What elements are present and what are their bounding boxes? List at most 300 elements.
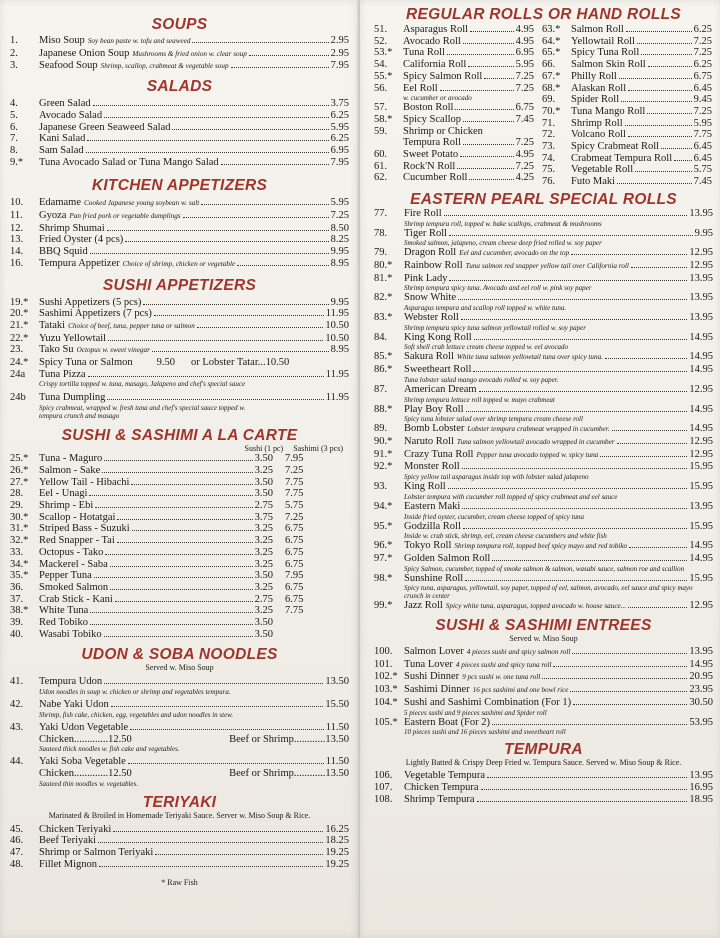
item-number: 19.* xyxy=(10,296,29,308)
item-name: American Dream xyxy=(404,383,477,395)
menu-item: 43. Yaki Udon Vegetable 11.50 xyxy=(10,721,349,733)
item-description: Shrimp tempura spicy tuna. Avocado and eel roll w. pink soy paper xyxy=(404,284,592,293)
item-price: 10.50 xyxy=(325,332,349,344)
item-name: Crabmeat Tempura Roll xyxy=(571,152,673,164)
item-price: 13.95 xyxy=(689,292,713,304)
menu-item xyxy=(374,770,713,782)
menu-item xyxy=(10,500,349,512)
item-price: 6.75 xyxy=(515,102,534,114)
sashimi-price: 7.75 xyxy=(285,476,304,488)
item-name: Shrimp or Salmon Teriyaki xyxy=(39,847,154,859)
item-name: Yellow Tail - Hibachi xyxy=(39,476,130,488)
item-name: Tuna Roll xyxy=(403,47,445,59)
salads-list xyxy=(10,98,349,168)
eastern-pearl-heading: EASTERN PEARL SPECIAL ROLLS xyxy=(410,190,677,208)
dot-leader xyxy=(479,391,688,392)
menu-item xyxy=(374,36,534,48)
item-name: Play Boy Roll xyxy=(404,403,464,415)
item-number: 10. xyxy=(10,197,24,209)
item-name: Asparagus Roll xyxy=(403,24,469,35)
menu-item-options: Chicken.............12.50 Beef or Shrimp............13.50 xyxy=(39,733,349,745)
item-price: 16.25 xyxy=(325,823,349,835)
item-name: Sweet Potato xyxy=(403,149,459,161)
alacarte-column-headers xyxy=(10,444,349,453)
item-name: Shrimp Shumai xyxy=(39,222,105,234)
item-name: Jazz Roll xyxy=(404,600,443,612)
item-name: Striped Bass - Suzuki xyxy=(39,523,130,535)
item-name: Vegetable Tempura xyxy=(404,770,485,782)
menu-item xyxy=(374,208,713,220)
item-price: 13.95 xyxy=(689,207,713,219)
dot-leader xyxy=(192,42,328,43)
item-description: Udon noodles in soup w. chicken or shrimp and vegetables tempura. xyxy=(39,688,231,697)
item-name: King Roll xyxy=(404,481,446,493)
item-description: Tuna salmon yellowtail avocado wrapped in cucumber xyxy=(456,437,615,446)
dot-leader xyxy=(457,168,513,169)
menu-item xyxy=(10,122,349,134)
item-number: 106. xyxy=(374,770,393,782)
item-description: Tuna salmon red snapper yellow tail over California roll xyxy=(465,261,629,270)
item-number: 96.* xyxy=(374,540,393,552)
item-number: 1. xyxy=(10,35,18,46)
udon-subtitle: Served w. Miso Soup xyxy=(145,663,214,673)
alacarte-list xyxy=(10,453,349,640)
item-price: 12.95 xyxy=(689,383,713,395)
item-description: 4 pieces sushi and spicy salmon roll xyxy=(466,648,571,657)
item-name: Tokyo Roll xyxy=(404,540,452,552)
menu-item xyxy=(10,320,349,333)
item-price: 7.25 xyxy=(515,70,534,82)
dot-leader xyxy=(110,589,252,590)
item-description: Pepper tuna avocado topped w. spicy tuna xyxy=(476,450,599,459)
menu-item xyxy=(10,308,349,320)
item-number: 100. xyxy=(374,646,393,658)
item-price: 14.95 xyxy=(689,658,713,670)
item-price: 7.45 xyxy=(515,113,534,125)
item-number: 63.* xyxy=(542,24,561,35)
right-menu-panel xyxy=(359,0,720,938)
item-number: 45. xyxy=(10,823,24,835)
item-price: 5.95 xyxy=(330,197,349,209)
item-name: Avocado Roll xyxy=(403,35,461,47)
item-name: Chicken Tempura xyxy=(404,781,479,793)
item-price: 2.95 xyxy=(330,35,349,46)
sushi-price: 3.25 xyxy=(254,523,273,535)
item-number: 37. xyxy=(10,593,24,605)
item-name: Edamame xyxy=(39,197,81,209)
item-price: 12.95 xyxy=(689,600,713,612)
item-price: 20.95 xyxy=(689,671,713,683)
dot-leader xyxy=(605,358,687,359)
item-price: 53.95 xyxy=(689,716,713,728)
sashimi-price: 6.75 xyxy=(285,593,304,605)
dot-leader xyxy=(99,866,323,867)
dot-leader xyxy=(487,777,687,778)
item-price: 11.95 xyxy=(325,308,349,320)
item-description: w. cucumber or avocado xyxy=(403,94,472,103)
item-name: Snow White xyxy=(404,292,457,304)
item-number: 9.* xyxy=(10,156,24,168)
item-price: 12.95 xyxy=(689,448,713,460)
item-name: White Tuna xyxy=(39,605,89,617)
menu-item xyxy=(10,133,349,145)
menu-item xyxy=(10,523,349,535)
item-price: 23.95 xyxy=(689,684,713,696)
item-number: 92.* xyxy=(374,461,393,473)
soups-heading: SOUPS xyxy=(151,16,208,33)
item-number: 61. xyxy=(374,160,388,172)
menu-item xyxy=(374,161,534,173)
menu-item xyxy=(374,717,713,729)
dot-leader xyxy=(473,371,687,372)
item-description: Shrimp, fish cake, chicken, egg, vegetables and udon noodles in stew. xyxy=(39,710,234,719)
dot-leader xyxy=(231,67,329,68)
menu-item xyxy=(10,258,349,271)
menu-item xyxy=(374,83,534,95)
item-name: Fillet Mignon xyxy=(39,858,98,870)
dot-leader xyxy=(201,204,328,205)
item-number: 13. xyxy=(10,234,24,246)
item-price: 7.45 xyxy=(693,176,712,188)
item-name: Eel - Unagi xyxy=(39,488,88,500)
dot-leader xyxy=(465,580,687,581)
menu-item xyxy=(374,794,713,806)
item-price: 3.75 xyxy=(330,98,349,110)
item-description: 9 pcs sushi w. one tuna roll xyxy=(462,673,541,682)
item-price: 14.95 xyxy=(689,423,713,435)
item-name: Naruto Roll xyxy=(404,435,454,447)
sushi-appetizers-heading: SUSHI APPETIZERS xyxy=(102,276,257,294)
dot-leader xyxy=(132,530,253,531)
item-name: Alaskan Roll xyxy=(571,82,627,94)
item-name: Avocado Salad xyxy=(39,109,103,121)
item-number: 20.* xyxy=(10,308,29,320)
item-number: 99.* xyxy=(374,600,393,612)
item-number: 64.* xyxy=(542,35,561,47)
item-number: 32.* xyxy=(10,535,29,547)
left-menu-panel xyxy=(0,0,357,938)
menu-item xyxy=(542,106,712,118)
item-price: 14.95 xyxy=(689,331,713,343)
dot-leader xyxy=(444,215,688,216)
dot-leader xyxy=(125,241,328,242)
sashimi-price: 5.75 xyxy=(285,499,304,511)
menu-item xyxy=(374,782,713,794)
menu-item xyxy=(10,98,349,110)
item-number: 46. xyxy=(10,835,24,847)
item-price: 18.25 xyxy=(325,835,349,847)
dot-leader xyxy=(154,315,324,316)
item-number: 38.* xyxy=(10,605,29,617)
item-number: 62. xyxy=(374,172,388,184)
menu-item xyxy=(10,223,349,235)
sushi-price: 3.50 xyxy=(254,488,273,500)
dot-leader xyxy=(625,125,692,126)
sashimi-price: 7.25 xyxy=(285,511,304,523)
menu-item xyxy=(542,153,712,165)
item-number: 14. xyxy=(10,246,24,258)
item-number: 79. xyxy=(374,247,388,259)
item-description: Octopus w. sweet vinegar xyxy=(76,346,150,355)
item-description: Spicy tuna, asparagus, yellowtail, soy paper, topped of eel, salmon, avocado, eel sauce and spicy mayo crunch in center xyxy=(404,584,693,601)
menu-item xyxy=(10,477,349,489)
dot-leader xyxy=(463,121,514,122)
item-number: 7. xyxy=(10,133,18,145)
item-name: Sunshine Roll xyxy=(404,572,464,584)
item-number: 86.* xyxy=(374,364,393,376)
menu-item xyxy=(10,48,349,61)
menu-item xyxy=(374,71,534,83)
dot-leader xyxy=(674,160,691,161)
item-name: Crab Stick - Kani xyxy=(39,593,113,605)
dot-leader xyxy=(463,43,514,44)
item-price: 13.95 xyxy=(689,312,713,324)
menu-item xyxy=(10,824,349,836)
menu-item xyxy=(10,234,349,246)
dot-leader xyxy=(152,351,329,352)
item-name: Pepper Tuna xyxy=(39,570,92,582)
eastern-pearl-list xyxy=(374,208,713,613)
item-price: 15.95 xyxy=(689,461,713,473)
dot-leader xyxy=(553,666,687,667)
item-name: Scallop - Hotatgai xyxy=(39,511,116,523)
dot-leader xyxy=(105,554,252,555)
menu-item xyxy=(542,47,712,59)
item-name: Philly Roll xyxy=(571,70,617,82)
menu-item xyxy=(10,582,349,594)
item-number: 89. xyxy=(374,423,388,435)
dot-leader xyxy=(469,179,513,180)
menu-item xyxy=(10,60,349,73)
item-name: Sakura Roll xyxy=(404,351,454,363)
teriyaki-heading: TERIYAKI xyxy=(142,793,217,811)
item-name: Tuna Mango Roll xyxy=(571,105,646,117)
item-number: 60. xyxy=(374,149,388,161)
item-number: 58.* xyxy=(374,113,393,125)
item-price: 5.75 xyxy=(693,164,712,176)
menu-item xyxy=(374,659,713,672)
menu-item: 42. Nabe Yaki Udon 15.50 xyxy=(10,699,349,711)
dot-leader xyxy=(461,319,688,320)
item-description: Spicy white tuna, asparagus, topped avocado w. house sauce... xyxy=(445,602,627,611)
menu-item xyxy=(374,404,713,416)
dot-leader xyxy=(492,724,687,725)
menu-item xyxy=(10,535,349,547)
item-number: 94.* xyxy=(374,500,393,512)
item-price: 4.95 xyxy=(515,24,534,35)
dot-leader xyxy=(131,484,252,485)
item-name: Fire Roll xyxy=(404,207,442,219)
menu-item xyxy=(10,847,349,859)
item-description: 16 pcs sashimi and one bowl rice xyxy=(472,686,569,695)
dot-leader xyxy=(462,508,687,509)
item-number: 101. xyxy=(374,658,393,670)
item-number: 85.* xyxy=(374,351,393,363)
tempura-subtitle: Lightly Batted & Crispy Deep Fried w. Tempura Sauce. Served w. Miso Soup & Rice. xyxy=(405,758,682,768)
item-price: 6.95 xyxy=(330,144,349,156)
menu-item xyxy=(542,71,712,83)
menu-item-options: Chicken.............12.50 Beef or Shrimp............13.50 xyxy=(39,767,349,779)
item-price: 30.50 xyxy=(689,696,713,708)
dot-leader xyxy=(573,704,687,705)
item-price: 12.95 xyxy=(689,435,713,447)
sushi-price: 3.25 xyxy=(254,558,273,570)
dot-leader xyxy=(449,235,693,236)
menu-item xyxy=(374,600,713,613)
item-number: 84. xyxy=(374,331,388,343)
item-description: Spicy Salmon, cucumber, topped of smoke salmon & salmon, wasabi sauce, salmon roe and scallion xyxy=(404,564,685,573)
menu-item xyxy=(374,351,713,364)
item-name: Red Tobiko xyxy=(39,617,88,629)
dot-leader xyxy=(107,230,329,231)
item-price: 6.45 xyxy=(693,141,712,153)
dot-leader xyxy=(617,443,688,444)
item-name: Tempura Appetizer xyxy=(39,257,120,269)
dot-leader xyxy=(628,136,692,137)
item-description: Eel and cucumber, avocado on the top xyxy=(459,249,570,258)
item-description: Sauteed thick noodles w. fish cake and vegetables. xyxy=(39,745,180,754)
item-price: 8.50 xyxy=(330,222,349,234)
menu-item xyxy=(10,547,349,559)
menu-item xyxy=(542,141,712,153)
menu-item xyxy=(374,697,713,709)
menu-item xyxy=(374,671,713,684)
sushi-price: 3.25 xyxy=(254,546,273,558)
item-price: 13.95 xyxy=(689,646,713,658)
dot-leader xyxy=(647,113,691,114)
menu-item xyxy=(542,129,712,141)
menu-item xyxy=(374,247,713,260)
dot-leader xyxy=(477,801,688,802)
dot-leader xyxy=(104,117,329,118)
menu-item xyxy=(374,553,713,565)
item-price: 2.95 xyxy=(330,47,349,59)
item-price: 7.25 xyxy=(330,210,349,222)
menu-item xyxy=(10,145,349,157)
menu-item xyxy=(10,197,349,210)
item-number: 108. xyxy=(374,793,393,805)
item-price: 16.95 xyxy=(689,781,713,793)
item-price: 6.95 xyxy=(515,47,534,59)
item-number: 29. xyxy=(10,499,24,511)
sushi-price: 3.50 xyxy=(254,628,273,640)
item-number: 33. xyxy=(10,546,24,558)
item-number: 51. xyxy=(374,24,388,35)
item-number: 72. xyxy=(542,129,556,141)
item-number: 105.* xyxy=(374,716,398,728)
sushi-appetizers-list xyxy=(10,297,349,358)
dot-leader xyxy=(117,519,252,520)
item-price: 6.75 xyxy=(693,70,712,82)
item-price: 6.25 xyxy=(693,59,712,71)
item-number: 95.* xyxy=(374,520,393,532)
item-name: Sam Salad xyxy=(39,144,84,156)
item-price: 6.25 xyxy=(330,133,349,145)
regular-rolls-left-column xyxy=(374,24,534,188)
item-number: 83.* xyxy=(374,312,393,324)
menu-item xyxy=(374,521,713,533)
item-number: 81.* xyxy=(374,272,393,284)
dot-leader xyxy=(470,31,514,32)
item-number: 66. xyxy=(542,59,556,71)
item-name: Spicy Crabmeat Roll xyxy=(571,141,660,153)
item-number: 75. xyxy=(542,164,556,176)
menu-item xyxy=(10,617,349,629)
item-name: Tako Su xyxy=(39,344,74,356)
menu-item: 41. Tempura Udon 13.50 xyxy=(10,676,349,688)
item-price: 9.45 xyxy=(693,94,712,106)
item-name: Sushi Dinner xyxy=(404,671,460,683)
dot-leader xyxy=(572,653,687,654)
item-number: 107. xyxy=(374,781,393,793)
item-name: King Kong Roll xyxy=(404,331,472,343)
menu-item xyxy=(374,292,713,304)
sashimi-price: 6.75 xyxy=(285,581,304,593)
item-description: Mushrooms & fried onion w. clear soup xyxy=(132,49,247,58)
dot-leader xyxy=(447,54,514,55)
item-description: Shrimp tempura spicy tuna salmon yellowtail rolled w. soy paper xyxy=(404,323,586,332)
item-description: Spicy tuna lobster salad over shrimp tempura cream cheese roll xyxy=(404,415,583,424)
item-description: Inside fried oyster, cucumber, cream cheese topped of spicy tuna xyxy=(404,512,584,521)
menu-item xyxy=(10,210,349,223)
item-number: 80.* xyxy=(374,259,393,271)
sushi-price: 2.75 xyxy=(254,499,273,511)
item-price: 6.25 xyxy=(693,24,712,35)
dot-leader xyxy=(98,842,323,843)
menu-item xyxy=(10,246,349,258)
menu-item xyxy=(10,110,349,122)
item-price: 5.95 xyxy=(515,59,534,71)
sashimi-price: 7.75 xyxy=(285,605,304,617)
menu-item xyxy=(10,594,349,606)
dot-leader xyxy=(612,430,688,431)
item-price: 7.25 xyxy=(515,160,534,172)
item-name: Wasabi Tobiko xyxy=(39,628,102,640)
menu-item xyxy=(10,559,349,571)
item-price: 18.95 xyxy=(689,793,713,805)
item-price: 14.95 xyxy=(689,540,713,552)
menu-item xyxy=(10,465,349,477)
item-description: 4 pieces sushi and spicy tuna roll xyxy=(455,660,552,669)
dot-leader xyxy=(237,265,328,266)
sashimi-price: 6.75 xyxy=(285,558,304,570)
item-price: 12.95 xyxy=(689,247,713,259)
item-name: Salmon Skin Roll xyxy=(571,59,646,71)
menu-item: 24a Tuna Pizza 11.95 xyxy=(10,368,349,380)
alacarte-heading: SUSHI & SASHIMI A LA CARTE xyxy=(61,427,298,445)
item-number: 55.* xyxy=(374,70,393,82)
item-number: 78. xyxy=(374,227,388,239)
item-price: 7.95 xyxy=(330,156,349,168)
dot-leader xyxy=(463,528,688,529)
item-price: 13.95 xyxy=(689,500,713,512)
item-name: Pink Lady xyxy=(404,272,448,284)
dot-leader xyxy=(93,105,329,106)
item-number: 36. xyxy=(10,581,24,593)
item-name: Shrimp Tempura xyxy=(404,793,475,805)
dot-leader xyxy=(448,488,688,489)
item-description: Choice of shrimp, chicken or vegetable xyxy=(122,259,236,268)
sushi-price: 3.75 xyxy=(254,511,273,523)
item-name: Rock'N Roll xyxy=(403,160,456,172)
dot-leader xyxy=(440,90,514,91)
dot-leader xyxy=(117,542,253,543)
item-name: Smoked Salmon xyxy=(39,581,109,593)
item-name: Eastern Maki xyxy=(404,500,461,512)
item-price: 4.95 xyxy=(515,35,534,47)
item-description: Lobster tempura crabmeat wrapped in cucumber. xyxy=(467,425,610,434)
item-name: Octopus - Tako xyxy=(39,546,104,558)
